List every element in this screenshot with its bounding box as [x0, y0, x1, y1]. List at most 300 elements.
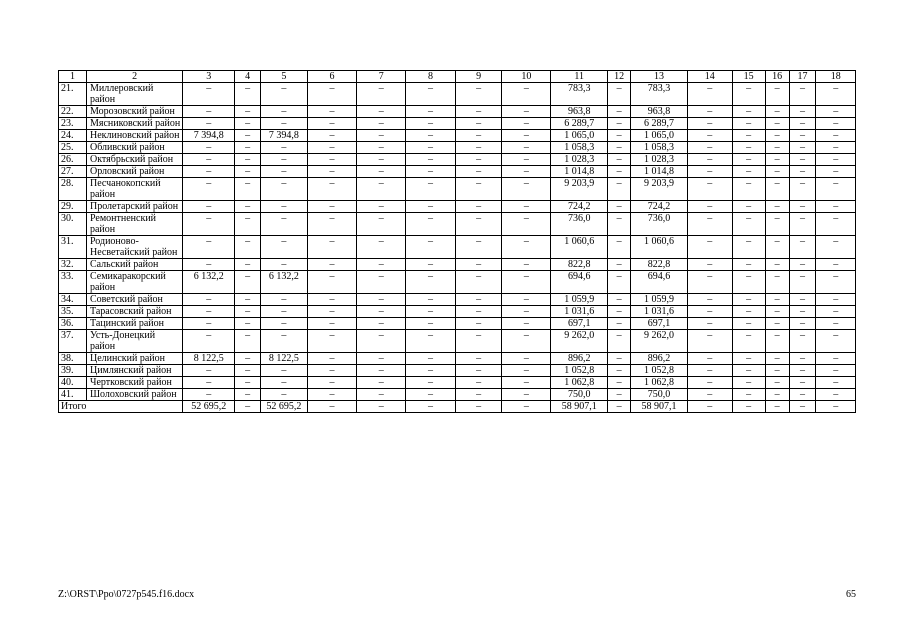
table-row	[59, 377, 856, 389]
table-cell: –	[765, 259, 789, 271]
table-cell: –	[765, 306, 789, 318]
table-cell: –	[732, 83, 765, 106]
table-cell: –	[502, 306, 551, 318]
table-cell: –	[687, 166, 732, 178]
table-cell: 9 203,9	[630, 178, 687, 201]
table-cell: –	[687, 213, 732, 236]
table-cell: –	[183, 106, 235, 118]
table-cell: –	[261, 318, 308, 330]
table-cell: –	[307, 259, 357, 271]
table-cell: –	[307, 330, 357, 353]
table-cell: 1 059,9	[551, 294, 608, 306]
total-row	[59, 401, 856, 413]
column-header: 16	[765, 71, 789, 83]
table-cell: –	[455, 259, 502, 271]
table-row	[59, 306, 856, 318]
table-row	[59, 154, 856, 166]
table-cell: –	[765, 377, 789, 389]
table-cell: –	[406, 389, 456, 401]
table-cell: –	[307, 106, 357, 118]
table-cell: –	[357, 236, 406, 259]
district-name: Чертковский район	[86, 377, 182, 389]
district-name: Советский район	[86, 294, 182, 306]
row-number: 22.	[59, 106, 87, 118]
table-cell: –	[406, 118, 456, 130]
table-row	[59, 318, 856, 330]
table-cell: –	[357, 306, 406, 318]
table-cell: –	[789, 306, 816, 318]
table-cell: –	[732, 330, 765, 353]
district-name: Сальский район	[86, 259, 182, 271]
table-cell: –	[235, 201, 261, 213]
table-cell: –	[455, 213, 502, 236]
table-cell: 1 062,8	[630, 377, 687, 389]
table-cell: 1 059,9	[630, 294, 687, 306]
table-cell: –	[406, 142, 456, 154]
table-cell: –	[357, 213, 406, 236]
table-cell: 7 394,8	[261, 130, 308, 142]
table-cell: –	[816, 389, 856, 401]
table-cell: –	[406, 178, 456, 201]
row-number: 41.	[59, 389, 87, 401]
table-cell: –	[183, 236, 235, 259]
table-cell: –	[608, 377, 631, 389]
table-cell: –	[455, 306, 502, 318]
table-cell: –	[261, 213, 308, 236]
row-number: 23.	[59, 118, 87, 130]
table-cell: –	[765, 318, 789, 330]
table-cell: –	[732, 213, 765, 236]
table-cell: –	[261, 201, 308, 213]
table-cell: –	[307, 213, 357, 236]
table-cell: –	[183, 154, 235, 166]
table-cell: –	[765, 330, 789, 353]
row-number: 33.	[59, 271, 87, 294]
row-number: 28.	[59, 178, 87, 201]
table-cell: –	[816, 178, 856, 201]
table-row	[59, 271, 856, 294]
table-cell: –	[789, 353, 816, 365]
table-cell: 1 065,0	[630, 130, 687, 142]
table-cell: –	[502, 166, 551, 178]
table-cell: –	[816, 294, 856, 306]
table-cell: –	[816, 213, 856, 236]
table-cell: 896,2	[630, 353, 687, 365]
table-row	[59, 166, 856, 178]
table-cell: –	[307, 318, 357, 330]
row-number: 38.	[59, 353, 87, 365]
table-cell: –	[357, 353, 406, 365]
table-cell: –	[789, 271, 816, 294]
table-cell: –	[502, 353, 551, 365]
table-cell: –	[687, 259, 732, 271]
table-cell: –	[183, 365, 235, 377]
table-cell: –	[455, 83, 502, 106]
total-cell: 58 907,1	[551, 401, 608, 413]
table-cell: –	[455, 318, 502, 330]
table-cell: –	[816, 130, 856, 142]
table-cell: –	[261, 142, 308, 154]
table-cell: –	[235, 259, 261, 271]
table-cell: –	[235, 178, 261, 201]
district-name: Шолоховский район	[86, 389, 182, 401]
table-cell: –	[502, 236, 551, 259]
table-cell: –	[455, 271, 502, 294]
table-cell: –	[789, 106, 816, 118]
column-header: 9	[455, 71, 502, 83]
table-cell: –	[816, 106, 856, 118]
table-cell: –	[235, 236, 261, 259]
row-number: 39.	[59, 365, 87, 377]
table-cell: –	[183, 83, 235, 106]
table-cell: –	[502, 377, 551, 389]
total-cell: –	[235, 401, 261, 413]
table-cell: –	[608, 236, 631, 259]
table-cell: –	[765, 106, 789, 118]
table-cell: –	[406, 236, 456, 259]
district-name: Обливский район	[86, 142, 182, 154]
budget-table	[58, 70, 856, 413]
table-row	[59, 130, 856, 142]
table-cell: –	[406, 306, 456, 318]
district-name: Ремонтненский район	[86, 213, 182, 236]
table-cell: –	[357, 118, 406, 130]
table-cell: –	[502, 118, 551, 130]
table-cell: –	[455, 106, 502, 118]
table-cell: –	[765, 142, 789, 154]
row-number: 34.	[59, 294, 87, 306]
table-cell: –	[183, 166, 235, 178]
table-cell: 963,8	[551, 106, 608, 118]
table-cell: –	[687, 306, 732, 318]
table-cell: –	[357, 389, 406, 401]
table-cell: –	[183, 259, 235, 271]
table-cell: –	[502, 389, 551, 401]
table-cell: 697,1	[551, 318, 608, 330]
table-cell: 694,6	[551, 271, 608, 294]
column-header: 8	[406, 71, 456, 83]
table-cell: –	[235, 83, 261, 106]
table-cell: –	[235, 154, 261, 166]
table-cell: –	[357, 178, 406, 201]
table-cell: –	[816, 142, 856, 154]
table-cell: –	[765, 166, 789, 178]
table-cell: –	[732, 154, 765, 166]
table-cell: –	[307, 306, 357, 318]
table-cell: –	[455, 353, 502, 365]
table-cell: –	[687, 389, 732, 401]
column-header: 11	[551, 71, 608, 83]
table-cell: –	[235, 130, 261, 142]
table-cell: –	[406, 259, 456, 271]
table-cell: –	[455, 389, 502, 401]
table-cell: –	[406, 154, 456, 166]
table-cell: –	[687, 330, 732, 353]
table-cell: –	[608, 83, 631, 106]
table-cell: –	[789, 377, 816, 389]
table-cell: –	[816, 236, 856, 259]
table-cell: –	[357, 142, 406, 154]
table-row	[59, 259, 856, 271]
total-cell: –	[502, 401, 551, 413]
total-cell: –	[732, 401, 765, 413]
total-cell: 52 695,2	[183, 401, 235, 413]
table-cell: –	[261, 236, 308, 259]
table-cell: –	[608, 271, 631, 294]
table-cell: –	[502, 365, 551, 377]
table-cell: –	[608, 365, 631, 377]
table-cell: –	[687, 142, 732, 154]
table-cell: –	[235, 306, 261, 318]
table-cell: 1 028,3	[551, 154, 608, 166]
table-cell: 1 014,8	[630, 166, 687, 178]
table-cell: 750,0	[630, 389, 687, 401]
table-cell: 750,0	[551, 389, 608, 401]
table-cell: –	[307, 154, 357, 166]
table-cell: –	[406, 318, 456, 330]
table-cell: –	[765, 236, 789, 259]
district-name: Песчанокопский район	[86, 178, 182, 201]
table-cell: –	[687, 106, 732, 118]
table-cell: 8 122,5	[261, 353, 308, 365]
table-cell: –	[357, 154, 406, 166]
row-number: 31.	[59, 236, 87, 259]
table-cell: –	[261, 330, 308, 353]
table-cell: –	[816, 166, 856, 178]
table-cell: –	[816, 201, 856, 213]
row-number: 30.	[59, 213, 87, 236]
district-name: Неклиновский район	[86, 130, 182, 142]
table-cell: –	[183, 201, 235, 213]
table-cell: –	[765, 154, 789, 166]
table-cell: –	[789, 259, 816, 271]
table-cell: –	[789, 130, 816, 142]
table-cell: –	[789, 142, 816, 154]
table-cell: –	[687, 271, 732, 294]
table-cell: –	[816, 271, 856, 294]
table-cell: –	[732, 236, 765, 259]
table-cell: –	[235, 353, 261, 365]
table-cell: –	[406, 130, 456, 142]
table-cell: –	[261, 118, 308, 130]
table-cell: –	[608, 330, 631, 353]
table-cell: 9 262,0	[551, 330, 608, 353]
table-cell: 1 052,8	[551, 365, 608, 377]
table-cell: 1 014,8	[551, 166, 608, 178]
table-cell: –	[307, 271, 357, 294]
table-cell: 6 132,2	[183, 271, 235, 294]
table-cell: –	[183, 118, 235, 130]
table-row	[59, 294, 856, 306]
district-name: Морозовский район	[86, 106, 182, 118]
row-number: 35.	[59, 306, 87, 318]
table-cell: 6 289,7	[630, 118, 687, 130]
column-header: 13	[630, 71, 687, 83]
table-cell: –	[608, 166, 631, 178]
table-cell: –	[307, 83, 357, 106]
table-cell: –	[816, 118, 856, 130]
table-cell: 822,8	[630, 259, 687, 271]
table-cell: –	[502, 213, 551, 236]
table-row	[59, 201, 856, 213]
table-cell: –	[455, 294, 502, 306]
table-cell: –	[608, 318, 631, 330]
footer-file-path: Z:\ORST\Ppo\0727p545.f16.docx	[58, 589, 195, 600]
table-cell: –	[406, 166, 456, 178]
table-cell: –	[235, 166, 261, 178]
row-number: 29.	[59, 201, 87, 213]
district-name: Цимлянский район	[86, 365, 182, 377]
table-row	[59, 178, 856, 201]
column-header: 4	[235, 71, 261, 83]
table-cell: 724,2	[630, 201, 687, 213]
table-cell: –	[455, 330, 502, 353]
table-cell: 783,3	[630, 83, 687, 106]
row-number: 37.	[59, 330, 87, 353]
table-cell: –	[687, 201, 732, 213]
table-cell: –	[608, 306, 631, 318]
table-cell: –	[261, 306, 308, 318]
total-cell: –	[406, 401, 456, 413]
table-cell: –	[357, 330, 406, 353]
table-cell: –	[183, 178, 235, 201]
table-cell: 694,6	[630, 271, 687, 294]
table-cell: –	[789, 330, 816, 353]
table-cell: –	[502, 154, 551, 166]
table-cell: –	[406, 201, 456, 213]
table-row	[59, 118, 856, 130]
table-cell: –	[357, 318, 406, 330]
table-cell: –	[235, 365, 261, 377]
table-cell: –	[608, 213, 631, 236]
table-cell: –	[789, 318, 816, 330]
table-cell: 1 065,0	[551, 130, 608, 142]
table-cell: 8 122,5	[183, 353, 235, 365]
table-row	[59, 106, 856, 118]
table-cell: –	[406, 330, 456, 353]
table-cell: 1 060,6	[630, 236, 687, 259]
table-cell: 822,8	[551, 259, 608, 271]
row-number: 24.	[59, 130, 87, 142]
table-cell: –	[357, 271, 406, 294]
table-cell: 1 060,6	[551, 236, 608, 259]
table-cell: –	[608, 201, 631, 213]
table-cell: 7 394,8	[183, 130, 235, 142]
column-header: 15	[732, 71, 765, 83]
table-cell: 1 028,3	[630, 154, 687, 166]
table-cell: –	[765, 130, 789, 142]
table-cell: –	[816, 365, 856, 377]
table-cell: –	[261, 377, 308, 389]
table-cell: –	[261, 178, 308, 201]
table-cell: –	[732, 271, 765, 294]
table-cell: –	[732, 201, 765, 213]
table-cell: –	[235, 106, 261, 118]
table-cell: –	[235, 294, 261, 306]
table-cell: –	[732, 365, 765, 377]
table-cell: –	[687, 365, 732, 377]
table-cell: 724,2	[551, 201, 608, 213]
table-cell: –	[455, 166, 502, 178]
table-cell: –	[816, 154, 856, 166]
row-number: 32.	[59, 259, 87, 271]
table-cell: –	[608, 353, 631, 365]
table-cell: 1 031,6	[551, 306, 608, 318]
table-cell: –	[732, 318, 765, 330]
column-header: 14	[687, 71, 732, 83]
table-cell: –	[357, 201, 406, 213]
table-cell: –	[765, 83, 789, 106]
table-cell: 736,0	[551, 213, 608, 236]
table-cell: –	[765, 353, 789, 365]
table-cell: –	[765, 365, 789, 377]
table-cell: –	[687, 83, 732, 106]
table-cell: –	[608, 118, 631, 130]
table-cell: –	[789, 294, 816, 306]
table-cell: –	[357, 83, 406, 106]
table-cell: –	[765, 118, 789, 130]
table-cell: –	[732, 178, 765, 201]
table-cell: –	[235, 118, 261, 130]
district-name: Мясниковский район	[86, 118, 182, 130]
table-cell: –	[789, 389, 816, 401]
table-cell: –	[261, 166, 308, 178]
table-cell: –	[732, 353, 765, 365]
district-name: Семикаракорский район	[86, 271, 182, 294]
table-cell: –	[455, 142, 502, 154]
table-row	[59, 389, 856, 401]
column-header: 10	[502, 71, 551, 83]
table-cell: –	[608, 106, 631, 118]
table-cell: –	[502, 178, 551, 201]
table-cell: –	[183, 306, 235, 318]
table-cell: 783,3	[551, 83, 608, 106]
table-cell: –	[789, 201, 816, 213]
table-cell: –	[816, 318, 856, 330]
table-cell: –	[183, 142, 235, 154]
table-cell: –	[357, 106, 406, 118]
table-cell: –	[732, 130, 765, 142]
table-header-row	[59, 71, 856, 83]
table-cell: –	[502, 83, 551, 106]
table-cell: –	[261, 106, 308, 118]
table-cell: –	[183, 294, 235, 306]
table-cell: –	[816, 353, 856, 365]
table-cell: –	[687, 294, 732, 306]
column-header: 6	[307, 71, 357, 83]
table-cell: –	[732, 259, 765, 271]
table-cell: –	[455, 154, 502, 166]
column-header: 5	[261, 71, 308, 83]
table-cell: –	[235, 271, 261, 294]
table-cell: –	[357, 166, 406, 178]
table-cell: –	[687, 377, 732, 389]
table-cell: –	[307, 201, 357, 213]
table-cell: –	[502, 259, 551, 271]
table-cell: –	[608, 130, 631, 142]
table-cell: 896,2	[551, 353, 608, 365]
table-cell: 1 031,6	[630, 306, 687, 318]
table-cell: –	[406, 106, 456, 118]
table-cell: –	[608, 294, 631, 306]
table-cell: –	[455, 130, 502, 142]
table-cell: –	[406, 271, 456, 294]
table-cell: 1 058,3	[630, 142, 687, 154]
table-row	[59, 330, 856, 353]
table-cell: 6 289,7	[551, 118, 608, 130]
table-cell: –	[732, 166, 765, 178]
table-cell: –	[732, 142, 765, 154]
